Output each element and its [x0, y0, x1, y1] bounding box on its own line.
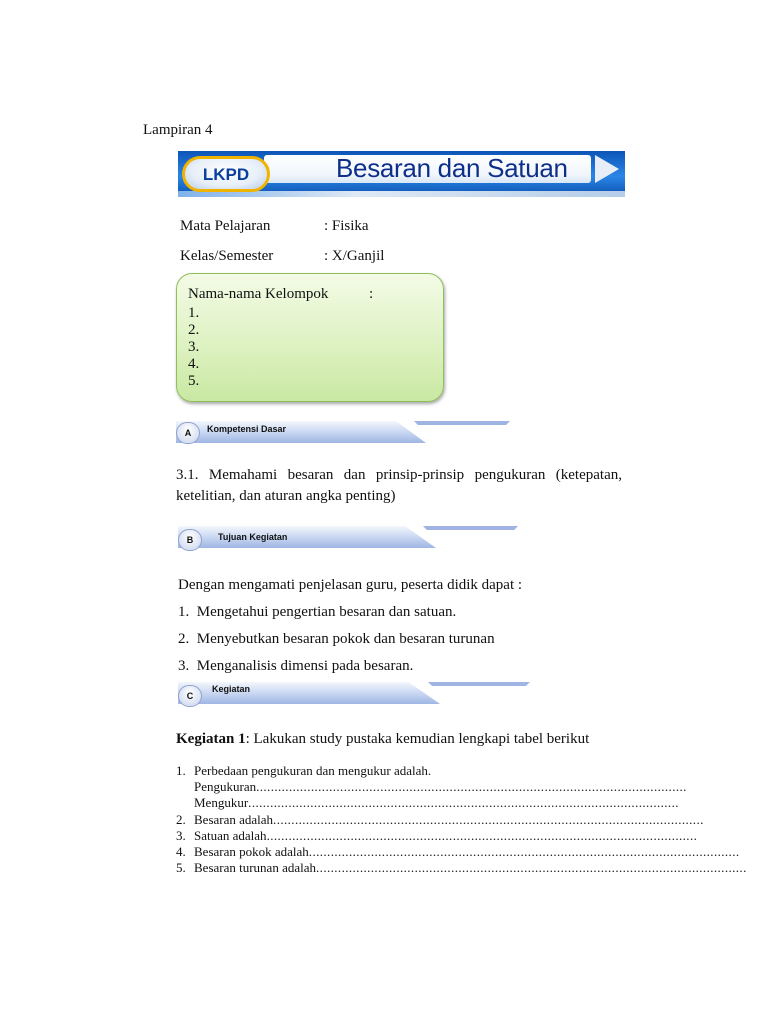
objective-3-number: 3. [178, 658, 190, 674]
group-item-3: 3. [188, 339, 200, 355]
section-a-header [176, 421, 510, 445]
objective-1-text: Mengetahui pengertian besaran dan satuan. [196, 604, 457, 620]
attachment-label: Lampiran 4 [143, 122, 213, 138]
activity-list [176, 763, 747, 876]
section-a-label: Kompetensi Dasar [207, 424, 287, 434]
section-a-badge: A [176, 422, 200, 444]
section-c-label: Kegiatan [212, 684, 251, 694]
objective-2 [178, 629, 495, 650]
objective-3 [178, 656, 413, 677]
competency-line-1: 3.1. Memahami besaran dan prinsip-prinsip pengukuran (ketepatan, [176, 467, 622, 483]
banner-title: Besaran dan Satuan [336, 153, 568, 183]
lkpd-logo [182, 156, 270, 192]
subject-value: : Fisika [324, 218, 369, 234]
section-c-badge: C [178, 685, 202, 707]
lkpd-logo-text: LKPD [202, 165, 250, 184]
objective-3-text: Menganalisis dimensi pada besaran. [196, 658, 414, 674]
objective-2-text: Menyebutkan besaran pokok dan besaran turunan [196, 631, 495, 647]
activity-title-rest: : Lakukan study pustaka kemudian lengkapi tabel berikut [245, 731, 590, 747]
objective-1-number: 1. [178, 604, 190, 620]
competency-text [176, 465, 622, 507]
class-value: : X/Ganjil [324, 248, 385, 264]
group-colon: : [369, 286, 374, 302]
subject-label: Mata Pelajaran [180, 218, 271, 234]
header-banner [178, 151, 625, 197]
activity-title-bold: Kegiatan 1 [176, 731, 246, 747]
list-item: 5. Besaran turunan adalah ...................................................................................................................... [176, 860, 747, 876]
list-item: 2. Besaran adalah ...................................................................................................................... [176, 811, 704, 827]
objective-2-number: 2. [178, 631, 190, 647]
objectives-intro: Dengan mengamati penjelasan guru, peserta didik dapat : [178, 577, 523, 593]
list-item: Mengukur ...................................................................................................................... [194, 795, 679, 811]
section-c-header [178, 682, 530, 706]
list-item: 3. Satuan adalah ...................................................................................................................... [176, 827, 698, 843]
competency-line-2: ketelitian, dan aturan angka penting) [176, 488, 396, 504]
group-heading: Nama-nama Kelompok [188, 286, 329, 302]
section-b-label: Tujuan Kegiatan [218, 532, 288, 542]
subject-row [180, 218, 480, 238]
section-b-header [178, 526, 518, 550]
class-label: Kelas/Semester [180, 248, 274, 264]
banner-arrow-icon [595, 155, 619, 183]
class-row [180, 248, 480, 268]
objective-1 [178, 602, 456, 623]
activity-title [176, 729, 589, 750]
group-item-1: 1. [188, 305, 200, 321]
group-item-5: 5. [188, 373, 200, 389]
group-item-4: 4. [188, 356, 200, 372]
list-item: 1. Perbedaan pengukuran dan mengukur adalah. [176, 763, 432, 778]
list-item: 4. Besaran pokok adalah ...................................................................................................................... [176, 844, 740, 860]
group-members-box [176, 273, 444, 402]
section-b-badge: B [178, 529, 202, 551]
list-item: Pengukuran ...................................................................................................................... [194, 779, 687, 795]
group-item-2: 2. [188, 322, 200, 338]
